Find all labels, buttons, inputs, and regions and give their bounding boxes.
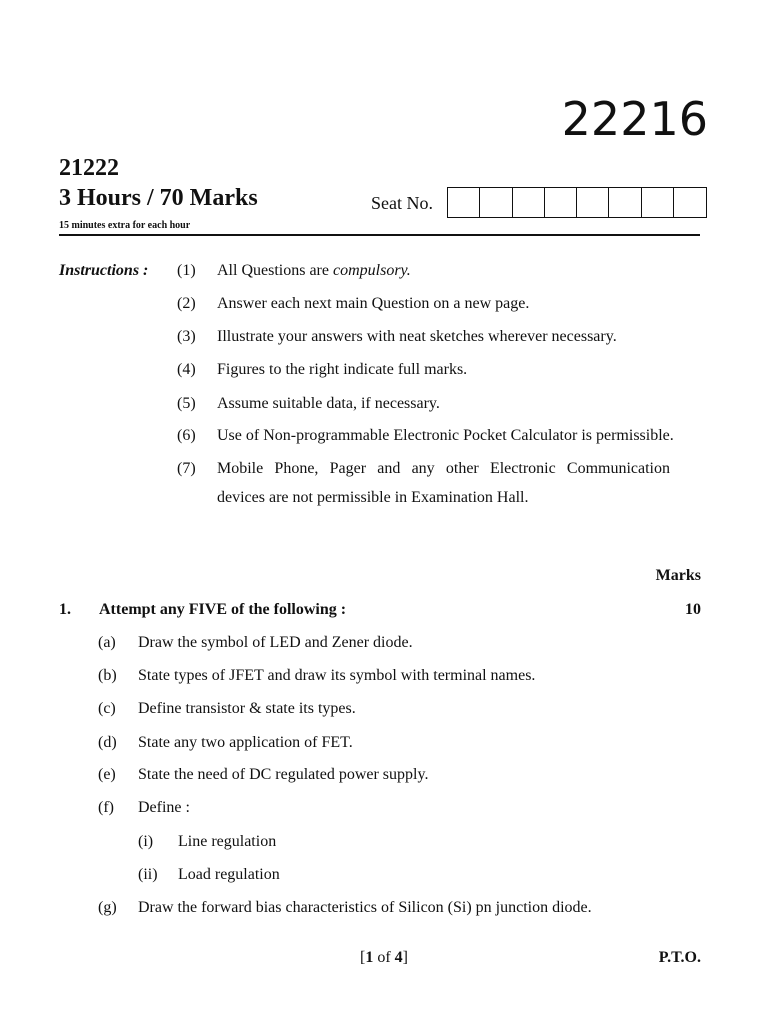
instruction-number: (2) [177, 295, 196, 312]
subject-code: 21222 [59, 155, 119, 181]
seat-number-box[interactable] [545, 188, 577, 217]
subpart-text: Line regulation [178, 833, 277, 850]
paper-code: 22216 [561, 92, 708, 146]
seat-number-box[interactable] [448, 188, 480, 217]
part-label: (c) [98, 700, 116, 717]
seat-number-box[interactable] [577, 188, 609, 217]
part-text: Define transistor & state its types. [138, 700, 356, 717]
instruction-text: Mobile Phone, Pager and any other Electronic Communication devices are not permissible in Examination Hall. [217, 460, 670, 506]
duration-marks: 3 Hours / 70 Marks [59, 185, 258, 211]
subpart-text: Load regulation [178, 866, 280, 883]
subpart-label: (i) [138, 833, 154, 850]
part-text: Define : [138, 799, 190, 816]
part-text: State types of JFET and draw its symbol with terminal names. [138, 667, 536, 684]
part-text: Draw the forward bias characteristics of Silicon (Si) pn junction diode. [138, 899, 592, 916]
seat-number-box[interactable] [609, 188, 641, 217]
instruction-text: Figures to the right indicate full marks. [217, 361, 468, 378]
marks-column-heading: Marks [655, 567, 701, 584]
question-title: Attempt any FIVE of the following : [99, 601, 347, 618]
part-text: State any two application of FET. [138, 734, 353, 751]
seat-number-label: Seat No. [371, 193, 433, 213]
part-label: (g) [98, 899, 117, 916]
part-text: Draw the symbol of LED and Zener diode. [138, 634, 413, 651]
instruction-number: (5) [177, 395, 196, 412]
instruction-number: (7) [177, 460, 196, 477]
part-label: (b) [98, 667, 117, 684]
subpart-label: (ii) [138, 866, 158, 883]
header-divider [59, 234, 700, 236]
instruction-number: (1) [177, 262, 196, 279]
page-indicator: [1 of 4] [360, 949, 408, 966]
instruction-number: (3) [177, 328, 196, 345]
instruction-text: All Questions are compulsory. [217, 262, 411, 279]
seat-number-box[interactable] [513, 188, 545, 217]
seat-number-box[interactable] [674, 188, 706, 217]
instruction-text: Assume suitable data, if necessary. [217, 395, 440, 412]
question-marks: 10 [685, 601, 701, 618]
instruction-text: Answer each next main Question on a new page. [217, 295, 530, 312]
instruction-text: Illustrate your answers with neat sketches wherever necessary. [217, 328, 617, 345]
part-label: (d) [98, 734, 117, 751]
seat-number-box[interactable] [642, 188, 674, 217]
part-label: (f) [98, 799, 114, 816]
please-turn-over: P.T.O. [658, 949, 701, 966]
part-label: (e) [98, 766, 116, 783]
seat-number-boxes [447, 187, 707, 218]
extra-time-note: 15 minutes extra for each hour [59, 220, 191, 231]
part-label: (a) [98, 634, 116, 651]
seat-number-box[interactable] [480, 188, 512, 217]
instruction-number: (6) [177, 427, 196, 444]
part-text: State the need of DC regulated power supply. [138, 766, 429, 783]
instructions-label: Instructions : [59, 262, 149, 279]
instruction-text: Use of Non-programmable Electronic Pocket Calculator is permissible. [217, 427, 674, 444]
instruction-number: (4) [177, 361, 196, 378]
question-number: 1. [59, 601, 71, 618]
